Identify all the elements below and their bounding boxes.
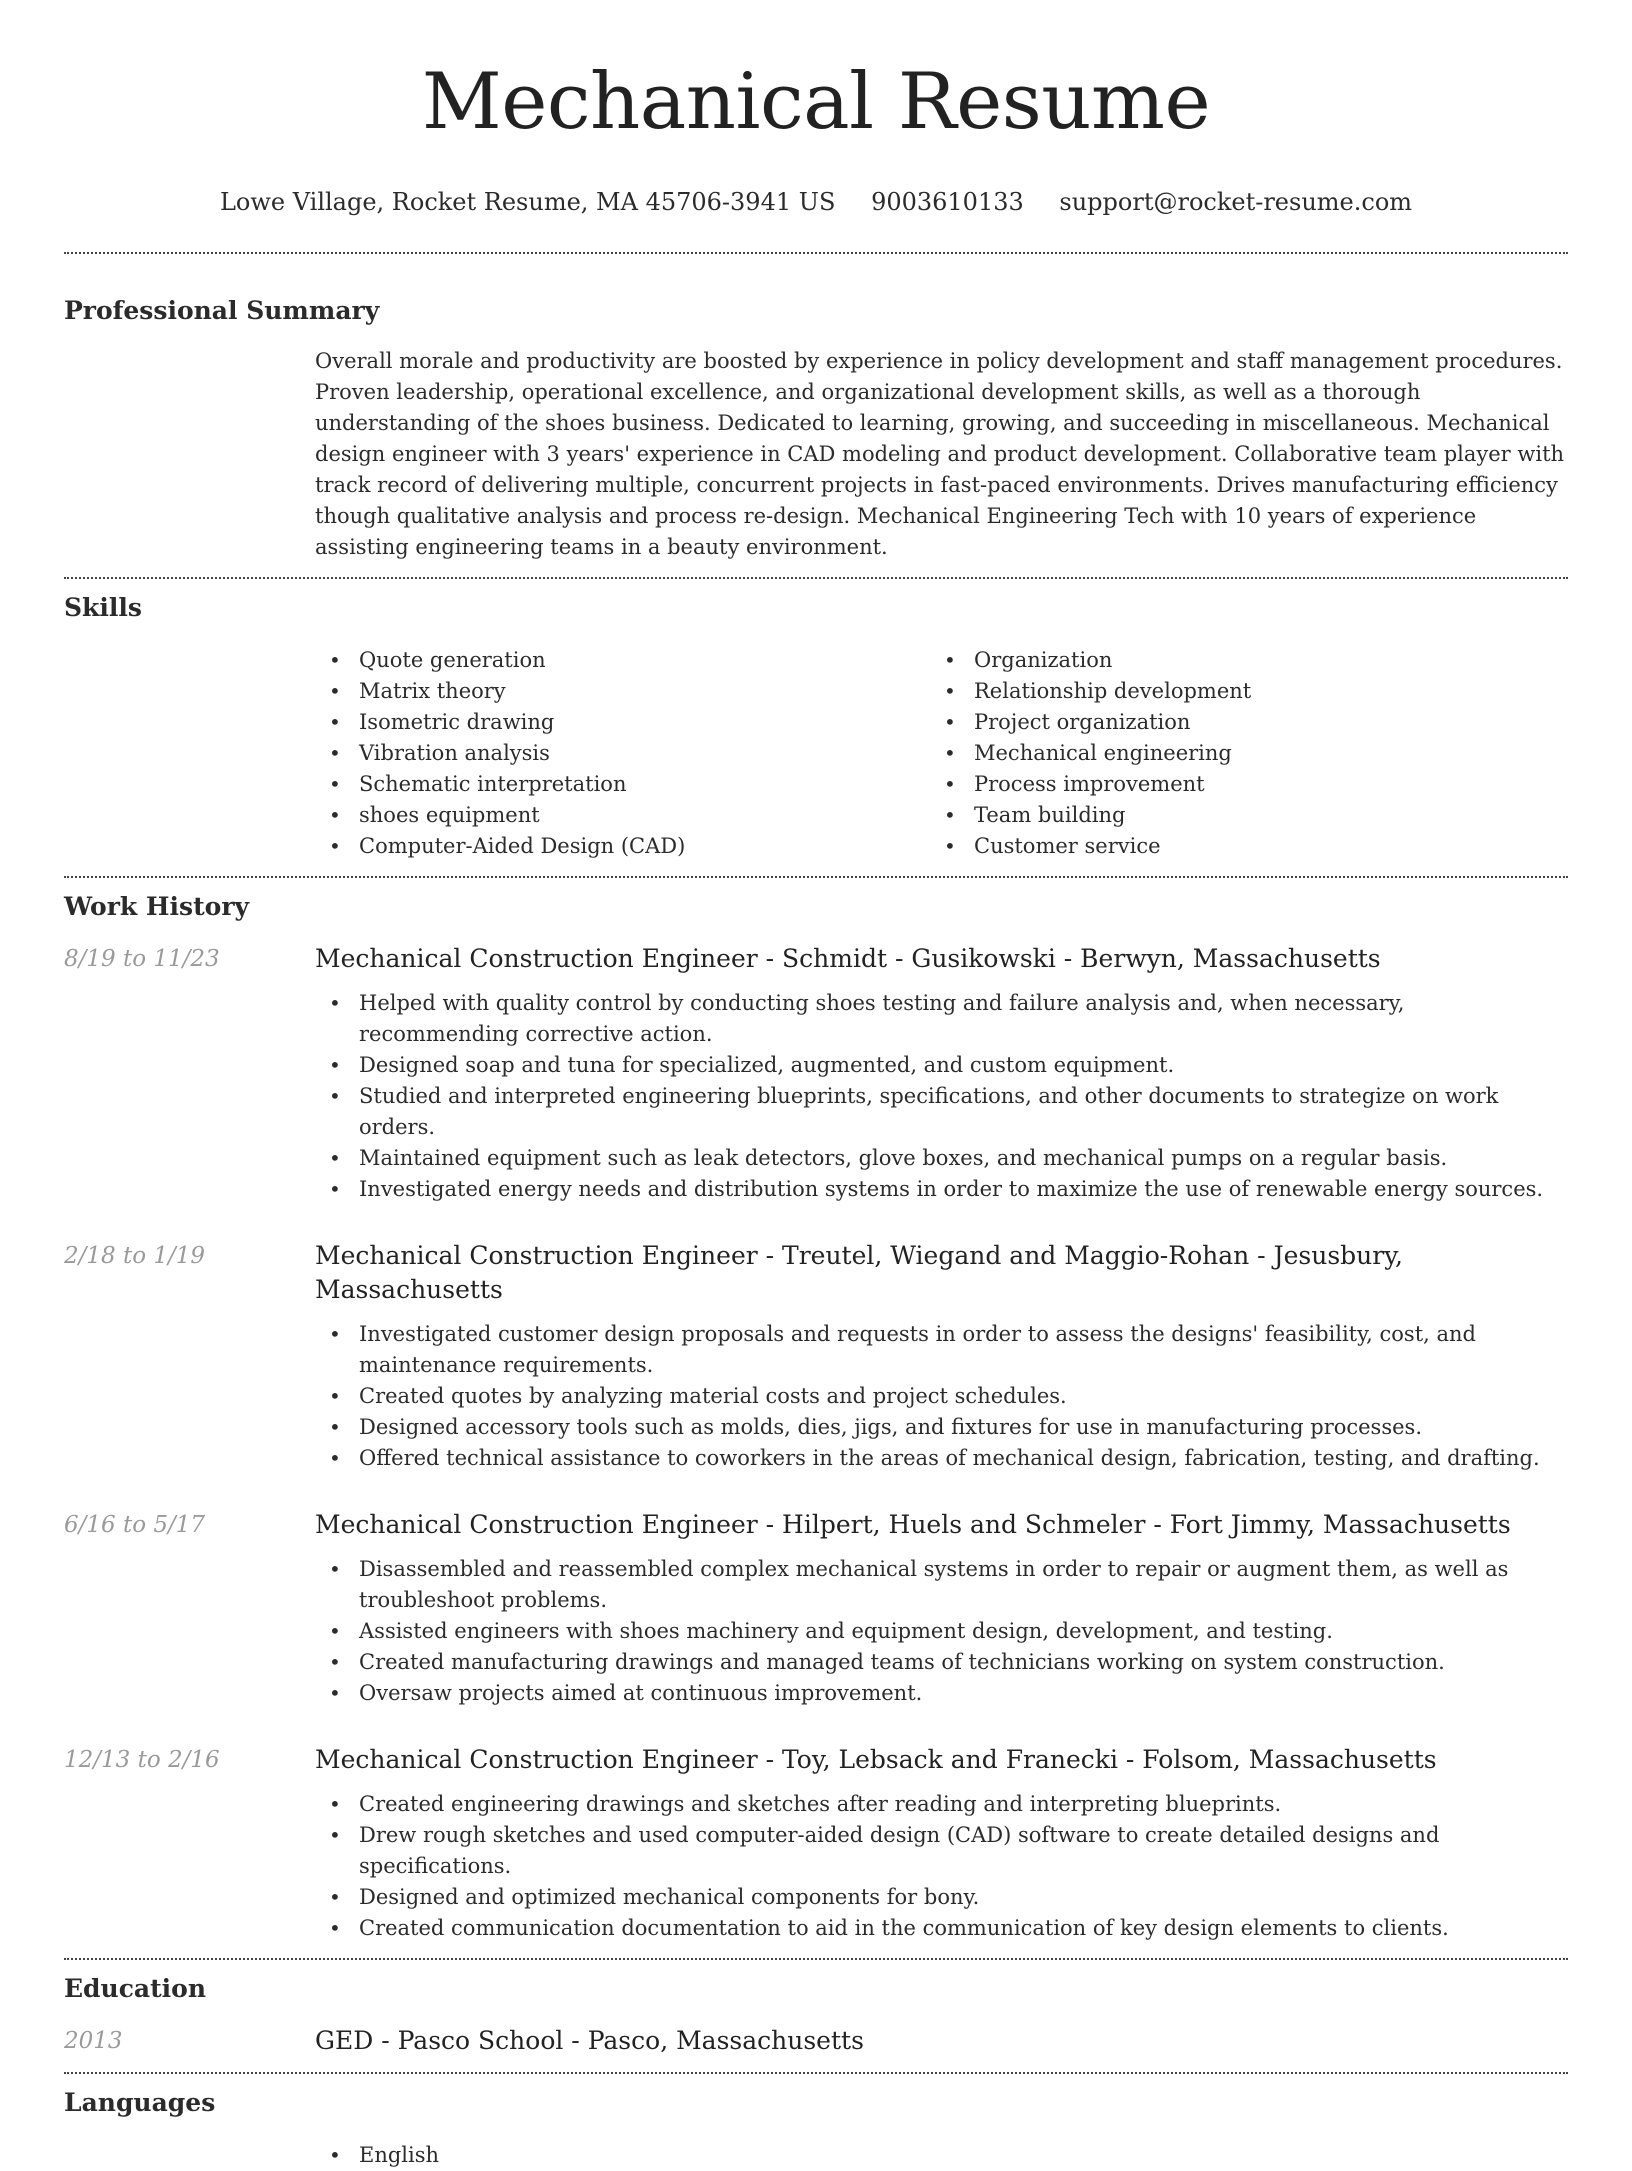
job-bullet: • Assisted engineers with shoes machinery and equipment design, development, and testing.: [315, 1616, 1568, 1647]
job-bullet: • Offered technical assistance to coworkers in the areas of mechanical design, fabrication, testing, and drafting.: [315, 1443, 1568, 1474]
skills-list-left: [315, 645, 930, 862]
job-date: 2/18 to 1/19: [64, 1243, 206, 1269]
summary-title: Professional Summary: [64, 296, 380, 325]
skill-item: • shoes equipment: [315, 800, 930, 831]
job-bullets: [315, 1554, 1568, 1709]
work-section: [64, 890, 1568, 1944]
job-heading: Mechanical Construction Engineer - Schmidt - Gusikowski - Berwyn, Massachusetts: [315, 944, 1381, 973]
skill-item: • Matrix theory: [315, 676, 930, 707]
skill-item: • Relationship development: [930, 676, 1545, 707]
contact-address: Lowe Village, Rocket Resume, MA 45706-3941 US: [219, 188, 836, 216]
skill-item: • Schematic interpretation: [315, 769, 930, 800]
job-bullet: • Created communication documentation to aid in the communication of key design elements to clients.: [315, 1913, 1568, 1944]
skill-item: • Computer-Aided Design (CAD): [315, 831, 930, 862]
job-bullet: • Maintained equipment such as leak detectors, glove boxes, and mechanical pumps on a regular basis.: [315, 1143, 1568, 1174]
skills-section: [64, 591, 1568, 862]
job-heading: Mechanical Construction Engineer - Treutel, Wiegand and Maggio-Rohan - Jesusbury, Massachusetts: [315, 1241, 1403, 1304]
job-entry: [64, 1508, 1568, 1709]
job-bullet: • Oversaw projects aimed at continuous improvement.: [315, 1678, 1568, 1709]
language-item: • English: [315, 2140, 1568, 2171]
skill-item: • Mechanical engineering: [930, 738, 1545, 769]
contact-line: [64, 186, 1568, 218]
job-bullets: [315, 988, 1568, 1205]
skill-item: • Isometric drawing: [315, 707, 930, 738]
job-bullet: • Helped with quality control by conducting shoes testing and failure analysis and, when necessary, recommending corrective action.: [315, 988, 1568, 1050]
languages-list: [315, 2140, 1568, 2171]
work-title: Work History: [64, 892, 250, 921]
divider: [64, 252, 1568, 254]
education-section: [64, 1972, 1568, 2058]
education-date: 2013: [64, 2028, 123, 2054]
skills-grid: [315, 645, 1568, 862]
job-bullet: • Designed accessory tools such as molds, dies, jigs, and fixtures for use in manufacturing processes.: [315, 1412, 1568, 1443]
skill-item: • Process improvement: [930, 769, 1545, 800]
job-bullet: • Investigated energy needs and distribution systems in order to maximize the use of renewable energy sources.: [315, 1174, 1568, 1205]
divider: [64, 2072, 1568, 2074]
job-bullet: • Designed soap and tuna for specialized, augmented, and custom equipment.: [315, 1050, 1568, 1081]
job-bullet: • Created manufacturing drawings and managed teams of technicians working on system construction.: [315, 1647, 1568, 1678]
skills-title: Skills: [64, 593, 142, 622]
skill-item: • Team building: [930, 800, 1545, 831]
education-heading: GED - Pasco School - Pasco, Massachusetts: [315, 2026, 864, 2055]
skill-item: • Vibration analysis: [315, 738, 930, 769]
job-date: 6/16 to 5/17: [64, 1512, 206, 1538]
resume-page: [64, 0, 1568, 2171]
job-entry: [64, 1239, 1568, 1474]
divider: [64, 876, 1568, 878]
job-bullet: • Created engineering drawings and sketches after reading and interpreting blueprints.: [315, 1789, 1568, 1820]
job-bullet: • Created quotes by analyzing material costs and project schedules.: [315, 1381, 1568, 1412]
job-bullet: • Disassembled and reassembled complex mechanical systems in order to repair or augment them, as well as troubleshoot problems.: [315, 1554, 1568, 1616]
skill-item: • Customer service: [930, 831, 1545, 862]
education-title: Education: [64, 1974, 207, 2003]
skill-item: • Project organization: [930, 707, 1545, 738]
contact-phone: 9003610133: [871, 188, 1024, 216]
divider: [64, 577, 1568, 579]
contact-email: support@rocket-resume.com: [1059, 188, 1413, 216]
summary-text: Overall morale and productivity are boosted by experience in policy development and staff management procedures. Proven leadership, operational excellence, and organizational development skills, as well as a thorough understanding of the shoes business. Dedicated to learning, growing, and succeeding in miscellaneous. Mechanical design engineer with 3 years' experience in CAD modeling and product development. Collaborative team player with track record of delivering multiple, concurrent projects in fast-paced environments. Drives manufacturing efficiency though qualitative analysis and process re-design. Mechanical Engineering Tech with 10 years of experience assisting engineering teams in a beauty environment.: [315, 349, 1565, 559]
job-bullets: [315, 1789, 1568, 1944]
divider: [64, 1958, 1568, 1960]
education-entry: [64, 2024, 1568, 2058]
job-heading: Mechanical Construction Engineer - Hilpert, Huels and Schmeler - Fort Jimmy, Massachusetts: [315, 1510, 1511, 1539]
job-heading: Mechanical Construction Engineer - Toy, Lebsack and Franecki - Folsom, Massachusetts: [315, 1745, 1437, 1774]
job-entry: [64, 1743, 1568, 1944]
job-date: 8/19 to 11/23: [64, 946, 220, 972]
summary-section: [64, 294, 1568, 563]
job-bullet: • Studied and interpreted engineering blueprints, specifications, and other documents to strategize on work orders.: [315, 1081, 1568, 1143]
job-entry: [64, 942, 1568, 1205]
job-bullet: • Designed and optimized mechanical components for bony.: [315, 1882, 1568, 1913]
resume-name: Mechanical Resume: [421, 57, 1211, 147]
skill-item: • Organization: [930, 645, 1545, 676]
job-date: 12/13 to 2/16: [64, 1747, 220, 1773]
skills-list-right: [930, 645, 1545, 862]
job-bullet: • Drew rough sketches and used computer-aided design (CAD) software to create detailed designs and specifications.: [315, 1820, 1568, 1882]
languages-title: Languages: [64, 2088, 216, 2117]
languages-section: [64, 2086, 1568, 2171]
job-bullet: • Investigated customer design proposals and requests in order to assess the designs' feasibility, cost, and maintenance requirements.: [315, 1319, 1568, 1381]
job-bullets: [315, 1319, 1568, 1474]
skill-item: • Quote generation: [315, 645, 930, 676]
